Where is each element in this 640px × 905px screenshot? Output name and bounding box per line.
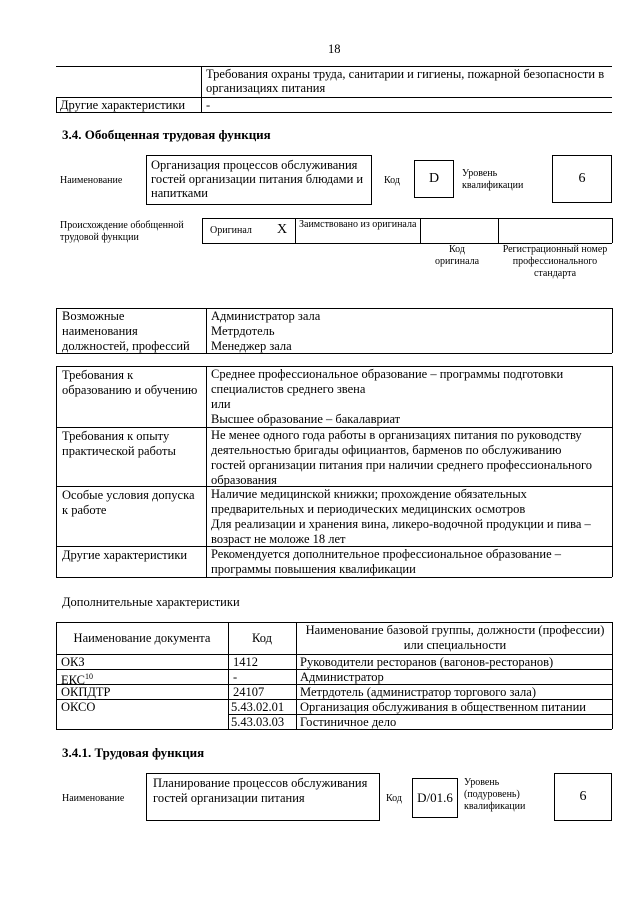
add-row-name: Организация обслуживания в общественном питании bbox=[300, 700, 586, 714]
section-3-4-heading: 3.4. Обобщенная трудовая функция bbox=[62, 127, 271, 142]
tf-level-box bbox=[554, 773, 612, 821]
tf-level-value: 6 bbox=[579, 789, 587, 804]
tf-name-box bbox=[146, 773, 380, 821]
req-line: Высшее образование – бакалавриат bbox=[211, 412, 401, 426]
add-row-doc: ОКПДТР bbox=[61, 685, 111, 699]
tf-code-box bbox=[412, 778, 458, 818]
tf-code-value: D/01.6 bbox=[417, 790, 453, 805]
gtf-code-label: Код bbox=[384, 175, 400, 186]
positions-label: Возможные наименования должностей, профессий bbox=[62, 309, 190, 353]
top-row1-value: Требования охраны труда, санитарии и гигиены, пожарной безопасности в организациях питания bbox=[206, 67, 605, 95]
req-line: Рекомендуется дополнительное профессиональное образование – bbox=[211, 547, 562, 561]
origin-label: Происхождение обобщенной трудовой функции bbox=[60, 220, 184, 243]
position-item: Менеджер зала bbox=[211, 339, 292, 353]
gtf-name-value: Организация процессов обслуживания гостей организации питания блюдами и напитками bbox=[151, 158, 364, 200]
req-line: образования bbox=[211, 473, 277, 487]
req-line: гостей организации питания при наличии среднего профессионального bbox=[211, 458, 593, 472]
gtf-name-box bbox=[146, 155, 372, 205]
additional-title: Дополнительные характеристики bbox=[62, 595, 240, 609]
req-line: деятельностью бригады официантов, барменов по обслуживанию bbox=[211, 443, 562, 457]
tf-name-label: Наименование bbox=[62, 793, 125, 804]
tf-level-label: Уровень (подуровень) квалификации bbox=[464, 777, 526, 812]
gtf-level-value: 6 bbox=[578, 171, 586, 186]
req-line: специалистов среднего звена bbox=[211, 382, 366, 396]
add-row-doc: ОКСО bbox=[61, 700, 96, 714]
gtf-code-box bbox=[414, 160, 454, 198]
add-row-name: Руководители ресторанов (вагонов-ресторанов) bbox=[300, 655, 554, 669]
code-original-label: Код оригинала bbox=[434, 244, 480, 267]
position-item: Администратор зала bbox=[211, 309, 321, 323]
add-row-code: 5.43.03.03 bbox=[231, 715, 285, 729]
add-row-code: - bbox=[233, 670, 238, 684]
add-row-code: 5.43.02.01 bbox=[231, 700, 285, 714]
req-line: Наличие медицинской книжки; прохождение обязательных bbox=[211, 487, 527, 501]
tf-code-label: Код bbox=[386, 793, 402, 804]
req-experience-label: Требования к опыту практической работы bbox=[62, 429, 176, 458]
req-line: предварительных и периодических медицинских осмотров bbox=[211, 502, 526, 516]
add-row-name: Метрдотель (администратор торгового зала) bbox=[300, 685, 536, 699]
req-line: программы повышения квалификации bbox=[211, 562, 416, 576]
add-header-name: Наименование базовой группы, должности (профессии) или специальности bbox=[305, 623, 605, 652]
add-row-name: Администратор bbox=[300, 670, 384, 684]
add-row-doc-text: ЕКС bbox=[61, 673, 85, 688]
gtf-level-box bbox=[552, 155, 612, 203]
add-header-code: Код bbox=[252, 631, 272, 645]
original-label: Оригинал bbox=[210, 225, 252, 236]
add-header-doc: Наименование документа bbox=[73, 631, 211, 645]
borrowed-label: Заимствовано из оригинала bbox=[299, 219, 417, 230]
add-row-name: Гостиничное дело bbox=[300, 715, 397, 729]
page-number: 18 bbox=[328, 42, 341, 56]
req-line: Для реализации и хранения вина, ликеро-водочной продукции и пива – bbox=[211, 517, 591, 531]
tf-name-value: Планирование процессов обслуживания гостей организации питания bbox=[153, 776, 368, 805]
gtf-code-value: D bbox=[428, 171, 440, 186]
req-line: или bbox=[211, 397, 231, 411]
original-mark: X bbox=[277, 222, 288, 237]
add-row-doc: ОКЗ bbox=[61, 655, 85, 669]
req-education-label: Требования к образованию и обучению bbox=[62, 368, 198, 397]
add-row-code: 1412 bbox=[233, 655, 258, 669]
top-row2-value: - bbox=[206, 98, 211, 112]
gtf-name-label: Наименование bbox=[60, 175, 123, 186]
req-other-label: Другие характеристики bbox=[62, 548, 188, 562]
add-row-code: 24107 bbox=[233, 685, 265, 699]
section-3-4-1-heading: 3.4.1. Трудовая функция bbox=[62, 745, 205, 760]
req-line: Среднее профессиональное образование – программы подготовки bbox=[211, 367, 564, 381]
req-line: возраст не моложе 18 лет bbox=[211, 532, 346, 546]
reg-number-label: Регистрационный номер профессионального стандарта bbox=[502, 244, 608, 279]
req-special-label: Особые условия допуска к работе bbox=[62, 488, 195, 517]
position-item: Метрдотель bbox=[211, 324, 275, 338]
footnote-ref: 10 bbox=[85, 672, 93, 681]
top-row2-label: Другие характеристики bbox=[60, 98, 186, 112]
req-line: Не менее одного года работы в организациях питания по руководству bbox=[211, 428, 582, 442]
gtf-level-label: Уровень квалификации bbox=[462, 168, 524, 191]
